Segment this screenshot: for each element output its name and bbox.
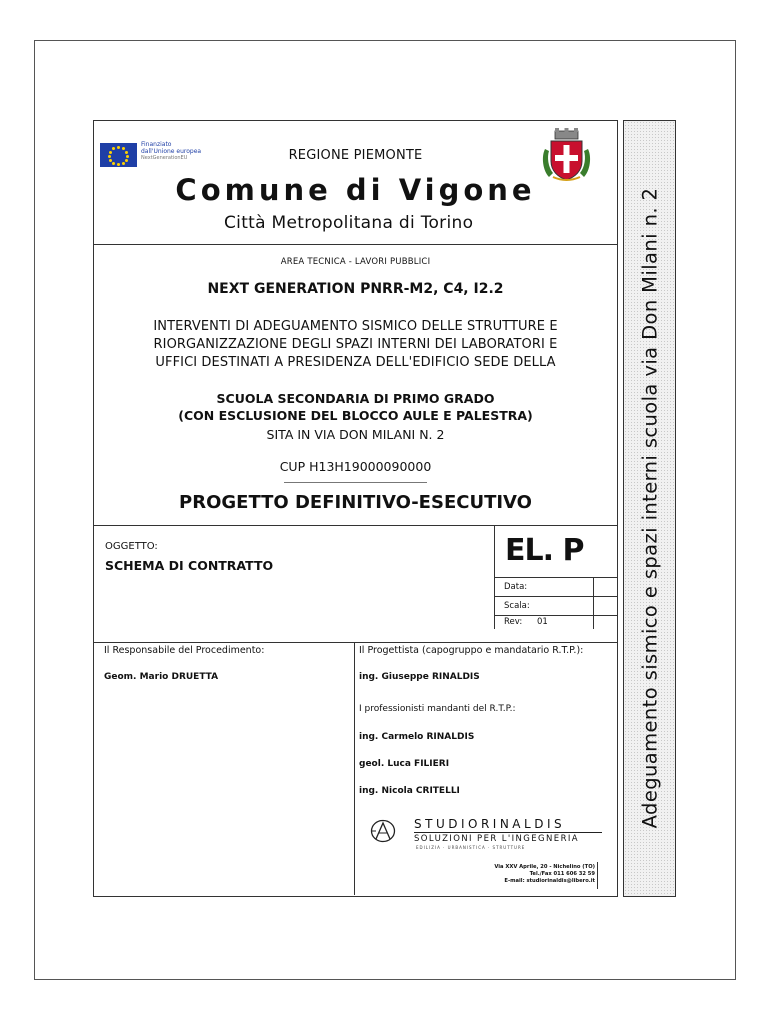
school-name xyxy=(94,390,617,424)
side-title: Adeguamento sismico e spazi interni scuola via Don Milani n. 2 xyxy=(638,187,662,829)
description-line: RIORGANIZZAZIONE DEGLI SPAZI INTERNI DEI LABORATORI E xyxy=(153,337,558,352)
eu-line-1: Finanziato xyxy=(141,141,172,148)
title-block xyxy=(93,120,618,897)
rev-label: Rev: xyxy=(504,617,523,627)
region-heading: REGIONE PIEMONTE xyxy=(288,148,423,163)
elaborato-box xyxy=(494,525,617,629)
divider xyxy=(94,642,617,643)
area-label: AREA TECNICA - LAVORI PUBBLICI xyxy=(280,257,431,267)
mandante-name: ing. Carmelo RINALDIS xyxy=(359,732,475,742)
oggetto-value: SCHEMA DI CONTRATTO xyxy=(105,558,274,573)
school-address: SITA IN VIA DON MILANI N. 2 xyxy=(266,427,445,442)
description-line: UFFICI DESTINATI A PRESIDENZA DELL'EDIFICIO SEDE DELLA xyxy=(155,355,556,370)
progettista-name: ing. Giuseppe RINALDIS xyxy=(359,672,480,682)
rev-row xyxy=(495,615,617,630)
responsabile-name: Geom. Mario DRUETTA xyxy=(104,672,219,682)
school-line: (CON ESCLUSIONE DEL BLOCCO AULE E PALESTRA) xyxy=(178,408,533,423)
project-description xyxy=(94,318,617,372)
data-row xyxy=(495,577,617,597)
studio-address: Via XXV Aprile, 20 - Nichelino (TO) xyxy=(494,864,595,870)
mandante-name: ing. Nicola CRITELLI xyxy=(359,786,460,796)
cup-underline xyxy=(284,482,427,483)
scala-label: Scala: xyxy=(504,601,530,611)
studio-name: STUDIORINALDIS xyxy=(414,817,566,831)
studio-email: E-mail: studiorinaldis@libero.it xyxy=(504,878,595,884)
description-line: INTERVENTI DI ADEGUAMENTO SISMICO DELLE STRUTTURE E xyxy=(153,319,558,334)
project-phase-title: PROGETTO DEFINITIVO-ESECUTIVO xyxy=(179,492,532,513)
studio-address-block xyxy=(494,864,595,885)
eu-line-2: dall'Unione europea xyxy=(141,148,202,155)
studio-subtitle: EDILIZIA · URBANISTICA · STRUTTURE xyxy=(416,845,526,850)
cup-code: CUP H13H19000090000 xyxy=(279,459,432,474)
responsabile-label: Il Responsabile del Procedimento: xyxy=(104,645,265,656)
data-label: Data: xyxy=(504,582,528,592)
scala-row xyxy=(495,596,617,616)
mandanti-label: I professionisti mandanti del R.T.P.: xyxy=(359,704,516,714)
side-title-strip xyxy=(623,120,676,897)
box-separator xyxy=(593,578,594,629)
address-separator xyxy=(597,862,598,889)
program-title: NEXT GENERATION PNRR-M2, C4, I2.2 xyxy=(207,281,504,297)
column-separator xyxy=(354,642,355,895)
school-line: SCUOLA SECONDARIA DI PRIMO GRADO xyxy=(216,391,495,406)
eu-line-3: NextGenerationEU xyxy=(141,155,188,161)
studio-phone: Tel./Fax 011 606 32 59 xyxy=(529,871,595,877)
oggetto-label: OGGETTO: xyxy=(105,541,158,552)
studio-logo-icon xyxy=(370,819,396,843)
studio-rule xyxy=(414,832,602,833)
mandante-name: geol. Luca FILIERI xyxy=(359,759,450,769)
divider xyxy=(94,244,617,245)
comune-title: Comune di Vigone xyxy=(175,173,536,207)
rev-value: 01 xyxy=(537,617,548,627)
progettista-label: Il Progettista (capogruppo e mandatario R.T.P.): xyxy=(359,645,584,656)
citta-subtitle: Città Metropolitana di Torino xyxy=(224,213,474,233)
studio-tagline: SOLUZIONI PER L'INGEGNERIA xyxy=(414,834,579,844)
elaborato-code: EL. P xyxy=(505,533,584,568)
